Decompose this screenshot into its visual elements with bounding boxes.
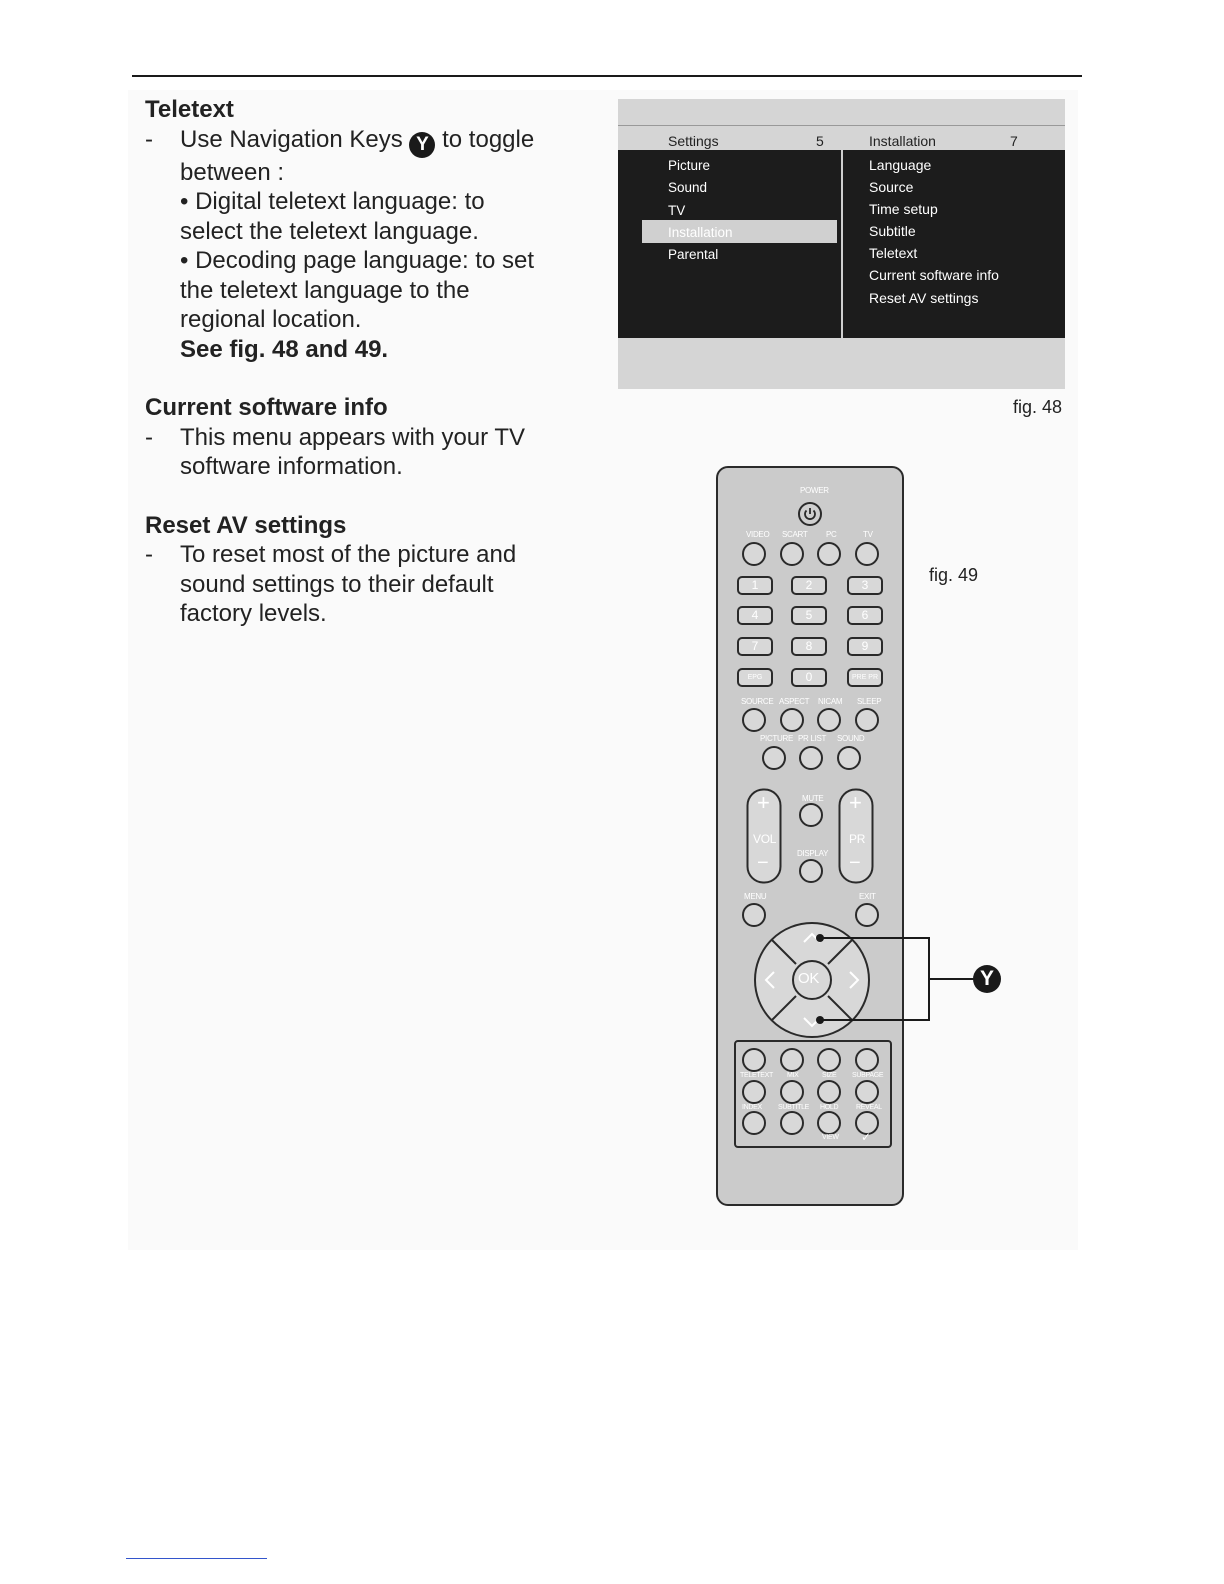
digit-0-button[interactable]: 0 (791, 668, 827, 687)
menu-item-parental[interactable]: Parental (668, 247, 719, 262)
teletext-heading: Teletext (145, 96, 234, 123)
settings-page-number: 5 (816, 133, 824, 149)
installation-page-number: 7 (1010, 133, 1018, 149)
installation-menu-screenshot (618, 99, 1065, 389)
ok-button[interactable]: OK (798, 970, 820, 987)
pr-list-button[interactable] (799, 746, 823, 770)
y-callout-icon: Y (973, 965, 1001, 993)
teletext-button[interactable] (742, 1080, 766, 1104)
submenu-item-teletext[interactable]: Teletext (869, 245, 918, 261)
digit-4-button[interactable]: 4 (737, 606, 773, 625)
volume-down-icon[interactable]: − (757, 852, 769, 874)
menu-item-sound[interactable]: Sound (668, 180, 708, 195)
digit-7-button[interactable]: 7 (737, 637, 773, 656)
source-button[interactable] (742, 708, 766, 732)
callout-bracket (812, 930, 982, 1030)
mix-button[interactable] (780, 1080, 804, 1104)
tv-button[interactable] (855, 542, 879, 566)
reset-heading: Reset AV settings (145, 511, 347, 539)
hold-button[interactable] (817, 1111, 841, 1135)
menu-item-tv[interactable]: TV (668, 203, 686, 218)
sound-button[interactable] (837, 746, 861, 770)
fig48-caption: fig. 48 (1013, 397, 1063, 417)
yellow-button[interactable] (817, 1048, 841, 1072)
pc-button[interactable] (817, 542, 841, 566)
aspect-button[interactable] (780, 708, 804, 732)
picture-button[interactable] (762, 746, 786, 770)
remote-control: POWER VIDEO SCART PC TV 1 2 3 4 5 6 7 8 9 EPG 0 PRE PR SOURCE ASPECT NICAM SLEEP PICTURE PR LIST SOUND + VOL − + PR − MUTE DISPLAY MENU EXIT OK TELETEXT MIX SIZE SUBPAGE INDEX SUBTITLE HOLD REVEAL VIEW ✓ (716, 466, 904, 1206)
index-button[interactable] (742, 1111, 766, 1135)
program-down-icon[interactable]: − (849, 852, 861, 874)
submenu-item-source[interactable]: Source (869, 179, 914, 195)
blue-button[interactable] (855, 1048, 879, 1072)
green-button[interactable] (780, 1048, 804, 1072)
teletext-line: - Use Navigation Keys Y to toggle (145, 125, 565, 158)
digit-2-button[interactable]: 2 (791, 576, 827, 595)
menu-item-installation[interactable]: Installation (668, 225, 733, 240)
nicam-button[interactable] (817, 708, 841, 732)
digit-1-button[interactable]: 1 (737, 576, 773, 595)
power-button[interactable] (798, 502, 822, 526)
text-column: Teletext - Use Navigation Keys Y to toggle between : • Digital teletext language: to select the teletext language. • Decoding page language: to set the teletext language to the regional location. See fig. 48 and 49. Current software info - This menu appears with your TV software information. Reset AV settings - To reset most of the picture and sound settings to their default factory levels. (145, 95, 565, 629)
size-button[interactable] (817, 1080, 841, 1104)
y-key-icon: Y (409, 132, 435, 158)
fig49-caption: fig. 49 (929, 565, 979, 585)
power-icon (800, 504, 820, 524)
submenu-item-time-setup[interactable]: Time setup (869, 201, 938, 217)
installation-title: Installation (869, 133, 936, 149)
digit-8-button[interactable]: 8 (791, 637, 827, 656)
digit-3-button[interactable]: 3 (847, 576, 883, 595)
subtitle-button[interactable] (780, 1111, 804, 1135)
submenu-item-software-info[interactable]: Current software info (869, 267, 999, 283)
epg-button[interactable]: EPG (737, 668, 773, 687)
submenu-item-language[interactable]: Language (869, 157, 932, 173)
program-up-icon[interactable]: + (849, 790, 862, 815)
sleep-button[interactable] (855, 708, 879, 732)
subpage-button[interactable] (855, 1080, 879, 1104)
display-button[interactable] (799, 859, 823, 883)
pre-pr-button[interactable]: PRE PR (847, 668, 883, 687)
check-icon: ✓ (861, 1130, 871, 1144)
mute-button[interactable] (799, 803, 823, 827)
top-rule (132, 75, 1082, 77)
menu-item-picture[interactable]: Picture (668, 158, 711, 173)
digit-9-button[interactable]: 9 (847, 637, 883, 656)
scart-button[interactable] (780, 542, 804, 566)
volume-up-icon[interactable]: + (757, 790, 770, 815)
figure-reference: See fig. 48 and 49. (180, 335, 389, 363)
video-button[interactable] (742, 542, 766, 566)
footer-rule (126, 1558, 267, 1559)
red-button[interactable] (742, 1048, 766, 1072)
submenu-item-reset-av[interactable]: Reset AV settings (869, 290, 979, 306)
digit-6-button[interactable]: 6 (847, 606, 883, 625)
software-heading: Current software info (145, 394, 388, 421)
submenu-item-subtitle[interactable]: Subtitle (869, 223, 916, 239)
settings-title: Settings (668, 133, 719, 149)
digit-5-button[interactable]: 5 (791, 606, 827, 625)
